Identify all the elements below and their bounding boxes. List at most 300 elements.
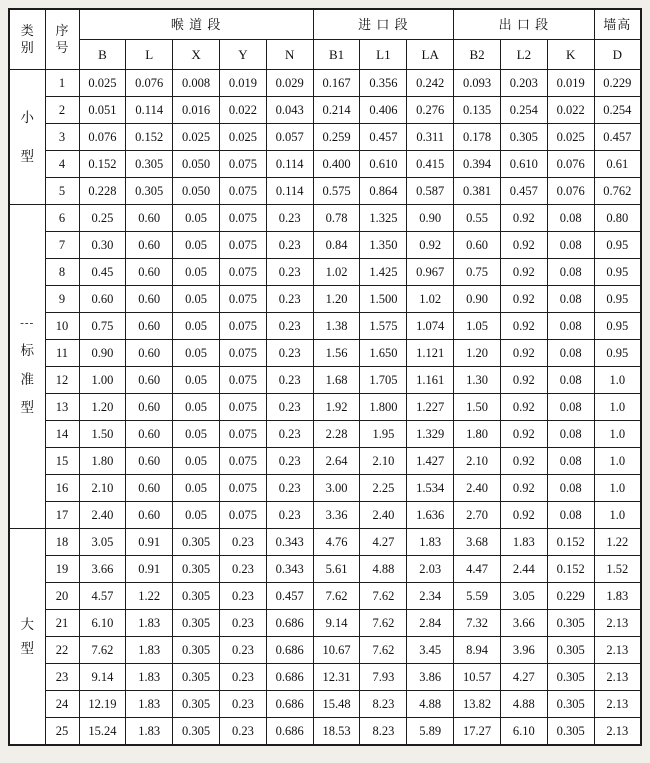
table-cell: 2.13 (594, 637, 641, 664)
table-cell: 0.686 (266, 691, 313, 718)
table-cell: 3.05 (500, 583, 547, 610)
table-cell: 0.75 (79, 313, 126, 340)
table-cell: 0.305 (173, 529, 220, 556)
table-cell: 8.23 (360, 691, 407, 718)
table-cell: 12.31 (313, 664, 360, 691)
table-cell: 2.44 (500, 556, 547, 583)
table-cell: 0.114 (126, 97, 173, 124)
table-row (9, 394, 641, 421)
table-cell: 0.05 (173, 394, 220, 421)
table-cell: 0.075 (219, 421, 266, 448)
table-cell: 0.305 (547, 610, 594, 637)
table-cell: 3.96 (500, 637, 547, 664)
table-cell: 1.0 (594, 367, 641, 394)
table-cell: 0.60 (126, 475, 173, 502)
table-cell: 2.28 (313, 421, 360, 448)
table-cell: 1.427 (407, 448, 454, 475)
table-cell: 1.534 (407, 475, 454, 502)
row-seq: 17 (45, 502, 79, 529)
table-cell: 0.23 (219, 556, 266, 583)
table-row (9, 286, 641, 313)
table-cell: 0.406 (360, 97, 407, 124)
table-row (9, 664, 641, 691)
row-seq: 25 (45, 718, 79, 746)
table-cell: 2.13 (594, 718, 641, 746)
header-col-D: D (594, 40, 641, 70)
table-cell: 0.23 (266, 313, 313, 340)
table-cell: 0.23 (266, 448, 313, 475)
table-cell: 0.311 (407, 124, 454, 151)
table-cell: 0.305 (173, 691, 220, 718)
table-cell: 0.008 (173, 70, 220, 97)
table-cell: 0.343 (266, 529, 313, 556)
table-cell: 2.13 (594, 664, 641, 691)
table-cell: 0.025 (79, 70, 126, 97)
table-cell: 7.62 (360, 583, 407, 610)
table-cell: 0.25 (79, 205, 126, 232)
table-cell: 1.38 (313, 313, 360, 340)
table-cell: 5.61 (313, 556, 360, 583)
table-cell: 1.329 (407, 421, 454, 448)
table-cell: 0.92 (500, 367, 547, 394)
table-cell: 1.20 (313, 286, 360, 313)
table-cell: 0.356 (360, 70, 407, 97)
table-cell: 10.57 (454, 664, 501, 691)
table-cell: 3.66 (79, 556, 126, 583)
table-cell: 0.92 (407, 232, 454, 259)
table-cell: 18.53 (313, 718, 360, 746)
table-cell: 0.022 (219, 97, 266, 124)
header-group-2: 出 口 段 (454, 9, 594, 40)
table-cell: 0.95 (594, 232, 641, 259)
category-line: 大 (20, 616, 34, 632)
table-cell: 0.95 (594, 286, 641, 313)
table-cell: 5.89 (407, 718, 454, 746)
table-cell: 0.076 (547, 178, 594, 205)
table-row (9, 637, 641, 664)
table-cell: 0.84 (313, 232, 360, 259)
row-seq: 13 (45, 394, 79, 421)
table-cell: 1.800 (360, 394, 407, 421)
table-cell: 1.80 (454, 421, 501, 448)
table-cell: 1.22 (594, 529, 641, 556)
table-cell: 1.20 (79, 394, 126, 421)
table-body (9, 70, 641, 746)
table-cell: 0.90 (454, 286, 501, 313)
table-cell: 0.23 (266, 259, 313, 286)
table-cell: 0.08 (547, 205, 594, 232)
table-cell: 0.587 (407, 178, 454, 205)
table-cell: 0.60 (126, 448, 173, 475)
category-line: 型 (20, 400, 34, 416)
table-cell: 1.22 (126, 583, 173, 610)
row-seq: 5 (45, 178, 79, 205)
table-cell: 0.305 (547, 691, 594, 718)
row-seq: 20 (45, 583, 79, 610)
table-cell: 3.36 (313, 502, 360, 529)
table-cell: 0.08 (547, 259, 594, 286)
table-cell: 0.92 (500, 340, 547, 367)
header-col-Y: Y (219, 40, 266, 70)
header-col-L1: L1 (360, 40, 407, 70)
table-cell: 0.762 (594, 178, 641, 205)
table-cell: 0.92 (500, 502, 547, 529)
table-cell: 0.229 (547, 583, 594, 610)
table-cell: 0.80 (594, 205, 641, 232)
table-cell: 13.82 (454, 691, 501, 718)
table-cell: 1.500 (360, 286, 407, 313)
table-cell: 0.78 (313, 205, 360, 232)
table-row (9, 556, 641, 583)
table-cell: 0.23 (266, 394, 313, 421)
table-cell: 2.40 (360, 502, 407, 529)
table-cell: 1.074 (407, 313, 454, 340)
table-cell: 2.84 (407, 610, 454, 637)
table-cell: 2.25 (360, 475, 407, 502)
row-seq: 11 (45, 340, 79, 367)
table-cell: 2.34 (407, 583, 454, 610)
category-line: 准 (20, 371, 34, 387)
table-cell: 5.59 (454, 583, 501, 610)
table-row (9, 97, 641, 124)
table-cell: 0.381 (454, 178, 501, 205)
category-lines (10, 111, 45, 164)
table-cell: 2.03 (407, 556, 454, 583)
table-row (9, 205, 641, 232)
table-cell: 8.94 (454, 637, 501, 664)
table-cell: 1.52 (594, 556, 641, 583)
table-cell: 0.60 (126, 421, 173, 448)
header-seq-text: 序 号 (55, 23, 69, 55)
table-cell: 1.575 (360, 313, 407, 340)
table-cell: 0.305 (173, 610, 220, 637)
table-cell: 0.60 (126, 313, 173, 340)
table-cell: 0.686 (266, 718, 313, 746)
table-cell: 0.23 (266, 367, 313, 394)
header-col-L2: L2 (500, 40, 547, 70)
row-seq: 4 (45, 151, 79, 178)
table-cell: 1.0 (594, 502, 641, 529)
table-cell: 0.92 (500, 421, 547, 448)
table-cell: 0.457 (500, 178, 547, 205)
table-cell: 0.152 (126, 124, 173, 151)
table-cell: 0.305 (547, 718, 594, 746)
table-cell: 0.92 (500, 286, 547, 313)
table-cell: 0.305 (126, 178, 173, 205)
table-cell: 0.45 (79, 259, 126, 286)
category-line: 标 (20, 343, 34, 359)
header-seq (45, 9, 79, 70)
table-cell: 0.23 (219, 637, 266, 664)
header-category (9, 9, 45, 70)
table-cell: 0.259 (313, 124, 360, 151)
table-cell: 1.325 (360, 205, 407, 232)
table-cell: 0.152 (547, 529, 594, 556)
table-cell: 1.0 (594, 394, 641, 421)
table-cell: 0.60 (126, 502, 173, 529)
table-cell: 4.88 (360, 556, 407, 583)
table-cell: 0.92 (500, 259, 547, 286)
table-cell: 1.80 (79, 448, 126, 475)
table-cell: 0.23 (266, 286, 313, 313)
table-cell: 4.88 (500, 691, 547, 718)
table-cell: 0.95 (594, 340, 641, 367)
table-cell: 0.050 (173, 151, 220, 178)
table-row (9, 70, 641, 97)
header-col-LA: LA (407, 40, 454, 70)
table-cell: 7.32 (454, 610, 501, 637)
table-cell: 1.0 (594, 421, 641, 448)
table-cell: 2.13 (594, 610, 641, 637)
table-cell: 0.08 (547, 232, 594, 259)
table-cell: 0.91 (126, 529, 173, 556)
table-cell: 1.121 (407, 340, 454, 367)
table-cell: 0.305 (173, 664, 220, 691)
table-cell: 0.203 (500, 70, 547, 97)
row-seq: 2 (45, 97, 79, 124)
table-cell: 8.23 (360, 718, 407, 746)
table-cell: 0.152 (79, 151, 126, 178)
header-col-K: K (547, 40, 594, 70)
table-cell: 9.14 (79, 664, 126, 691)
header-col-B: B (79, 40, 126, 70)
table-cell: 0.55 (454, 205, 501, 232)
table-cell: 0.60 (79, 286, 126, 313)
table-cell: 0.457 (266, 583, 313, 610)
table-cell: 0.178 (454, 124, 501, 151)
table-cell: 0.08 (547, 502, 594, 529)
table-cell: 0.23 (219, 664, 266, 691)
table-cell: 0.75 (454, 259, 501, 286)
row-seq: 3 (45, 124, 79, 151)
table-cell: 0.114 (266, 178, 313, 205)
table-cell: 0.60 (126, 367, 173, 394)
table-cell: 0.05 (173, 205, 220, 232)
table-cell: 0.08 (547, 367, 594, 394)
table-cell: 0.152 (547, 556, 594, 583)
table-cell: 1.50 (454, 394, 501, 421)
table-cell: 0.242 (407, 70, 454, 97)
table-cell: 1.83 (126, 610, 173, 637)
table-cell: 0.08 (547, 340, 594, 367)
table-cell: 0.075 (219, 205, 266, 232)
table-cell: 0.92 (500, 313, 547, 340)
table-cell: 1.00 (79, 367, 126, 394)
table-cell: 12.19 (79, 691, 126, 718)
row-seq: 18 (45, 529, 79, 556)
table-cell: 0.025 (547, 124, 594, 151)
table-cell: 2.10 (454, 448, 501, 475)
table-cell: 0.019 (547, 70, 594, 97)
table-cell: 0.057 (266, 124, 313, 151)
table-cell: 0.60 (126, 205, 173, 232)
table-row (9, 340, 641, 367)
table-cell: 0.305 (173, 637, 220, 664)
table-row (9, 691, 641, 718)
category-line: --- (20, 317, 35, 330)
table-cell: 0.167 (313, 70, 360, 97)
table-cell: 7.62 (360, 610, 407, 637)
table-cell: 0.05 (173, 448, 220, 475)
table-cell: 0.90 (79, 340, 126, 367)
table-cell: 0.025 (173, 124, 220, 151)
table-cell: 17.27 (454, 718, 501, 746)
table-cell: 0.23 (266, 502, 313, 529)
table-cell: 0.229 (594, 70, 641, 97)
table-cell: 0.254 (594, 97, 641, 124)
header-row-columns (9, 40, 641, 70)
table-cell: 9.14 (313, 610, 360, 637)
table-cell: 3.00 (313, 475, 360, 502)
table-cell: 2.40 (454, 475, 501, 502)
table-cell: 4.57 (79, 583, 126, 610)
table-cell: 1.83 (407, 529, 454, 556)
table-cell: 1.83 (500, 529, 547, 556)
table-cell: 0.254 (500, 97, 547, 124)
table-cell: 0.305 (173, 583, 220, 610)
header-col-N: N (266, 40, 313, 70)
table-cell: 0.686 (266, 610, 313, 637)
table-cell: 0.305 (173, 718, 220, 746)
table-cell: 0.075 (219, 475, 266, 502)
table-cell: 0.61 (594, 151, 641, 178)
row-seq: 6 (45, 205, 79, 232)
table-row (9, 151, 641, 178)
table-cell: 1.05 (454, 313, 501, 340)
table-cell: 1.92 (313, 394, 360, 421)
row-seq: 12 (45, 367, 79, 394)
table-cell: 4.27 (360, 529, 407, 556)
table-cell: 0.075 (219, 340, 266, 367)
table-row (9, 610, 641, 637)
table-row (9, 448, 641, 475)
header-col-X: X (173, 40, 220, 70)
category-line: 型 (20, 641, 34, 656)
table-cell: 7.62 (79, 637, 126, 664)
table-cell: 1.636 (407, 502, 454, 529)
table-cell: 1.0 (594, 448, 641, 475)
category-lines (10, 318, 45, 415)
table-row (9, 475, 641, 502)
header-category-text: 类 别 (20, 23, 34, 55)
header-row-groups (9, 9, 641, 40)
table-cell: 3.45 (407, 637, 454, 664)
table-cell: 0.076 (79, 124, 126, 151)
table-cell: 0.60 (126, 340, 173, 367)
table-cell: 0.686 (266, 664, 313, 691)
table-cell: 0.457 (360, 124, 407, 151)
table-cell: 3.86 (407, 664, 454, 691)
table-cell: 0.610 (500, 151, 547, 178)
table-cell: 1.20 (454, 340, 501, 367)
table-row (9, 259, 641, 286)
table-cell: 0.92 (500, 475, 547, 502)
header-col-L: L (126, 40, 173, 70)
table-cell: 0.23 (219, 610, 266, 637)
row-seq: 1 (45, 70, 79, 97)
table-cell: 0.60 (126, 259, 173, 286)
row-seq: 9 (45, 286, 79, 313)
table-cell: 1.56 (313, 340, 360, 367)
table-cell: 1.227 (407, 394, 454, 421)
table-cell: 0.08 (547, 313, 594, 340)
table-cell: 0.92 (500, 205, 547, 232)
table-cell: 4.47 (454, 556, 501, 583)
table-cell: 1.50 (79, 421, 126, 448)
table-cell: 0.90 (407, 205, 454, 232)
table-cell: 4.27 (500, 664, 547, 691)
table-cell: 0.05 (173, 313, 220, 340)
table-cell: 0.23 (219, 583, 266, 610)
row-seq: 23 (45, 664, 79, 691)
table-cell: 0.276 (407, 97, 454, 124)
table-cell: 0.043 (266, 97, 313, 124)
table-cell: 0.075 (219, 367, 266, 394)
table-row (9, 178, 641, 205)
table-cell: 0.23 (219, 529, 266, 556)
table-cell: 1.02 (407, 286, 454, 313)
row-seq: 19 (45, 556, 79, 583)
table-cell: 0.305 (500, 124, 547, 151)
table-header (9, 9, 641, 70)
table-cell: 3.05 (79, 529, 126, 556)
table-cell: 7.62 (313, 583, 360, 610)
table-cell: 0.228 (79, 178, 126, 205)
table-cell: 7.93 (360, 664, 407, 691)
table-cell: 0.05 (173, 286, 220, 313)
table-cell: 0.92 (500, 232, 547, 259)
table-row (9, 124, 641, 151)
table-cell: 0.08 (547, 475, 594, 502)
table-cell: 0.019 (219, 70, 266, 97)
table-cell: 0.05 (173, 367, 220, 394)
table-cell: 1.705 (360, 367, 407, 394)
table-cell: 2.40 (79, 502, 126, 529)
table-cell: 1.30 (454, 367, 501, 394)
table-cell: 0.343 (266, 556, 313, 583)
table-cell: 0.575 (313, 178, 360, 205)
header-group-3: 墙高 (594, 9, 641, 40)
row-seq: 24 (45, 691, 79, 718)
table-cell: 1.83 (126, 718, 173, 746)
table-cell: 0.60 (126, 232, 173, 259)
header-col-B2: B2 (454, 40, 501, 70)
row-seq: 15 (45, 448, 79, 475)
table-cell: 0.23 (266, 232, 313, 259)
table-cell: 10.67 (313, 637, 360, 664)
table-cell: 0.08 (547, 421, 594, 448)
table-cell: 0.075 (219, 178, 266, 205)
table-cell: 0.400 (313, 151, 360, 178)
table-row (9, 583, 641, 610)
table-cell: 0.864 (360, 178, 407, 205)
table-cell: 0.305 (547, 637, 594, 664)
category-label-0 (9, 70, 45, 205)
table-cell: 0.92 (500, 394, 547, 421)
table-cell: 1.83 (126, 664, 173, 691)
table-cell: 0.075 (219, 313, 266, 340)
table-cell: 1.83 (126, 637, 173, 664)
category-lines (10, 618, 45, 656)
table-row (9, 529, 641, 556)
flume-dimension-table (8, 8, 642, 746)
table-cell: 0.23 (219, 718, 266, 746)
row-seq: 21 (45, 610, 79, 637)
table-cell: 15.48 (313, 691, 360, 718)
table-cell: 1.650 (360, 340, 407, 367)
row-seq: 7 (45, 232, 79, 259)
table-cell: 1.83 (594, 583, 641, 610)
